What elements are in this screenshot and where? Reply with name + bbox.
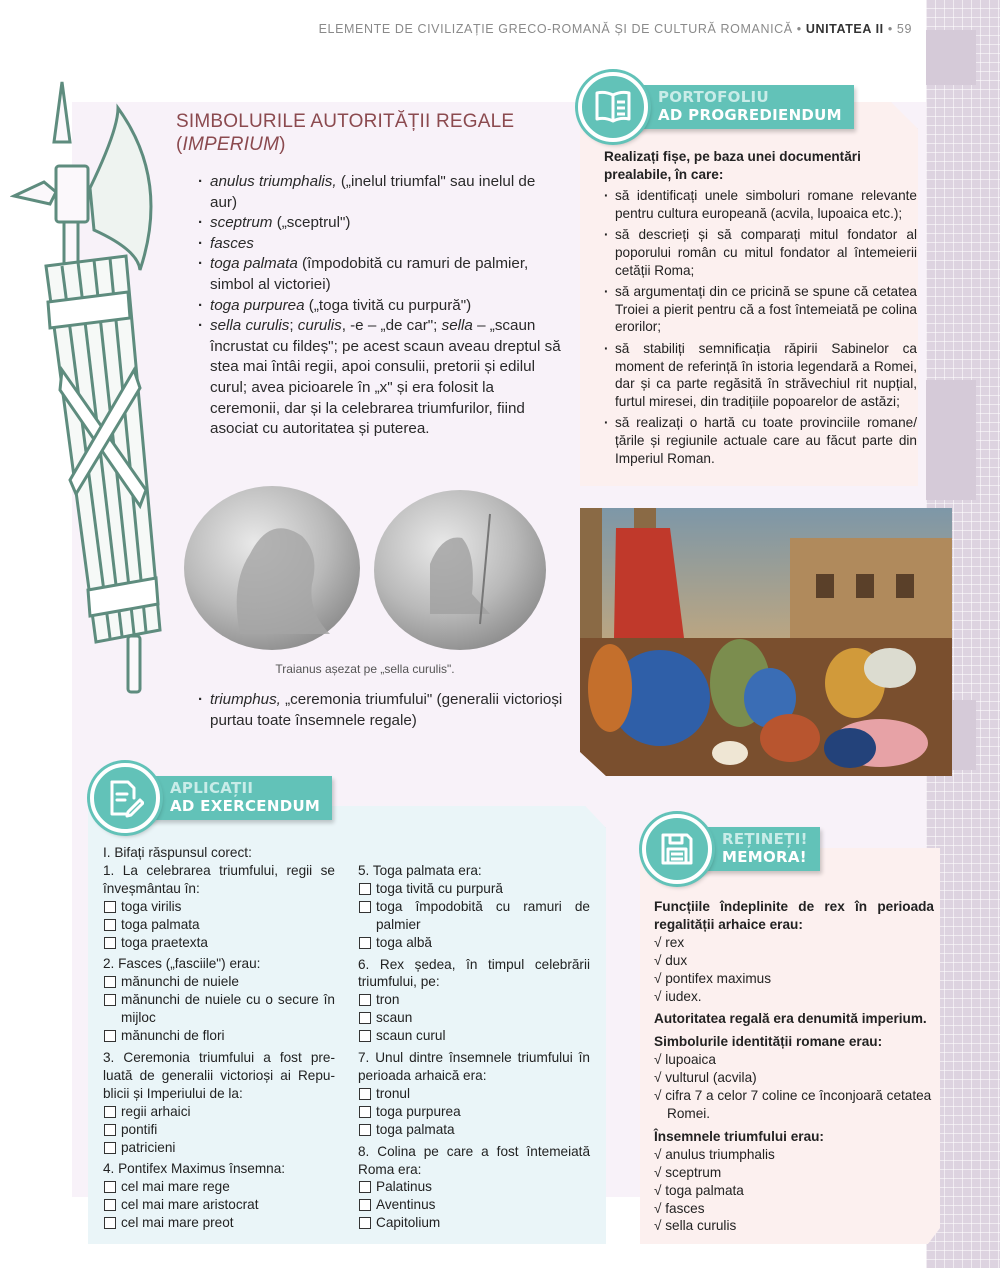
- badge-label-line2: AD PROGREDIENDUM: [658, 106, 842, 124]
- unit-label: UNITATEA II: [805, 22, 884, 36]
- term: triumphus,: [210, 691, 281, 708]
- check-icon: √: [654, 1088, 662, 1104]
- answer-option[interactable]: [103, 1196, 335, 1214]
- group-heading: Însemnele triumfului erau:: [654, 1128, 824, 1144]
- badge-label-line2: AD EXERCENDUM: [170, 797, 321, 815]
- answer-option[interactable]: [103, 934, 335, 952]
- item-text: vulturul (acvila): [665, 1070, 757, 1086]
- check-icon: √: [654, 1200, 662, 1216]
- question-4: [103, 1160, 335, 1232]
- badge-label: [146, 776, 332, 820]
- term: sceptrum: [210, 214, 273, 232]
- question-text: 6. Rex ședea, în timpul celebrării triumfului, pe:: [358, 956, 590, 990]
- term: sella: [441, 317, 473, 335]
- option-label: cel mai mare rege: [121, 1179, 230, 1195]
- answer-option[interactable]: [103, 1214, 335, 1232]
- option-label: toga palmata: [376, 1121, 455, 1137]
- running-title: ELEMENTE DE CIVILIZAȚIE GRECO-ROMANĂ ȘI DE CULTURĂ ROMANICĂ: [318, 22, 793, 36]
- checkbox[interactable]: [359, 1181, 371, 1193]
- question-7: [358, 1049, 590, 1139]
- question-text: 4. Pontifex Maximus însemna:: [103, 1161, 286, 1177]
- separator: •: [796, 22, 802, 36]
- check-item: [654, 988, 934, 1006]
- open-book-icon: [578, 72, 648, 142]
- answer-option[interactable]: [103, 1103, 335, 1121]
- item-text: toga palmata: [665, 1182, 744, 1198]
- option-label: toga praetexta: [121, 934, 208, 950]
- item-text: anulus triumphalis: [665, 1146, 775, 1162]
- term: toga palmata: [210, 255, 298, 273]
- portofoliu-badge: [578, 72, 854, 142]
- check-icon: √: [654, 934, 662, 950]
- checkbox[interactable]: [359, 1124, 371, 1136]
- definition: („inelul triumfal" sau inelul de aur): [210, 173, 536, 211]
- question-8: [358, 1143, 590, 1233]
- checkbox[interactable]: [359, 1106, 371, 1118]
- definition: ;: [289, 317, 298, 335]
- badge-label: [634, 85, 854, 129]
- symbols-list: [198, 172, 563, 440]
- question-5: [358, 862, 590, 952]
- check-item: [654, 1069, 934, 1087]
- group-heading: Autoritatea regală era denumită imperium.: [654, 1011, 927, 1027]
- list-item: [198, 234, 563, 255]
- option-label: toga purpurea: [376, 1103, 461, 1119]
- definition: , -e – „de car";: [341, 317, 442, 335]
- question-text: 7. Unul dintre însemnele triumfului în perioada arhaică era:: [358, 1050, 590, 1083]
- term: sella curulis: [210, 317, 290, 335]
- triumphus-list: [198, 690, 563, 731]
- checkbox[interactable]: [104, 1181, 116, 1193]
- title-line: SIMBOLURILE AUTORITĂȚII REGALE: [176, 111, 515, 132]
- checkbox[interactable]: [104, 1124, 116, 1136]
- answer-option[interactable]: [358, 1009, 590, 1027]
- question-1: [103, 862, 335, 952]
- list-item: · să identificați unele simboluri romane relevante pentru cultura europeană (acvila, lupoaica etc.);: [604, 187, 917, 222]
- option-label: toga împodobită cu ramuri de palmier: [376, 898, 590, 932]
- answer-option[interactable]: [358, 991, 590, 1009]
- checkbox[interactable]: [359, 1199, 371, 1211]
- check-icon: √: [654, 1164, 662, 1180]
- answer-option[interactable]: [358, 880, 590, 898]
- option-label: scaun: [376, 1010, 413, 1026]
- check-icon: √: [654, 1146, 662, 1162]
- option-label: cel mai mare preot: [121, 1215, 234, 1231]
- coin-reverse: [374, 490, 546, 650]
- checkbox[interactable]: [104, 901, 116, 913]
- item-text: dux: [665, 952, 688, 968]
- painting-image: [580, 508, 952, 776]
- retineti-content: [654, 898, 934, 1235]
- quiz-instruction: I. Bifați răspunsul corect:: [103, 845, 252, 860]
- checkbox[interactable]: [104, 937, 116, 949]
- question-2: [103, 955, 335, 1045]
- item-text: sella curulis: [665, 1218, 737, 1234]
- checkbox[interactable]: [359, 937, 371, 949]
- option-label: pontifi: [121, 1121, 158, 1137]
- option-label: Aventinus: [376, 1197, 436, 1213]
- option-label: toga tivită cu purpură: [376, 880, 503, 896]
- answer-option[interactable]: [358, 1196, 590, 1214]
- answer-option[interactable]: [358, 1178, 590, 1196]
- list-item: [198, 254, 563, 295]
- check-item: [654, 952, 934, 970]
- definition: („toga tivită cu purpură"): [304, 296, 472, 314]
- definition: „ceremonia triumfului" (generalii victorioși purtau toate însemnele regale): [210, 691, 563, 729]
- check-icon: √: [654, 1052, 662, 1068]
- separator: •: [887, 22, 893, 36]
- portofoliu-intro: Realizați fișe, pe baza unei documentări prealabile, în care:: [604, 149, 861, 182]
- quiz-column-left: [103, 844, 335, 1232]
- coin-obverse: [184, 486, 360, 650]
- answer-option[interactable]: [103, 1027, 335, 1045]
- term: curulis: [297, 317, 342, 335]
- question-6: [358, 956, 590, 1046]
- answer-option[interactable]: [358, 1027, 590, 1045]
- answer-option[interactable]: [358, 1121, 590, 1139]
- term: anulus triumphalis,: [210, 173, 337, 190]
- definition: („sceptrul"): [272, 214, 351, 232]
- quiz-column-right: [358, 862, 590, 1232]
- option-label: tronul: [376, 1085, 411, 1101]
- item-text: lupoaica: [665, 1052, 716, 1068]
- aplicatii-badge: [90, 763, 332, 833]
- question-text: 5. Toga palmata era:: [358, 863, 482, 878]
- option-label: toga albă: [376, 934, 432, 950]
- list-item: [198, 296, 563, 317]
- check-item: [654, 1051, 934, 1069]
- item-text: iudex.: [665, 988, 702, 1004]
- answer-option[interactable]: [103, 991, 335, 1027]
- badge-label-line1: APLICAȚII: [170, 779, 254, 797]
- checkbox[interactable]: [104, 1106, 116, 1118]
- item-text: rex: [665, 934, 685, 950]
- check-item: [654, 1217, 934, 1235]
- paren: ): [279, 134, 286, 155]
- option-label: regii arhaici: [121, 1103, 191, 1119]
- list-item: [198, 172, 563, 213]
- check-item: [654, 1182, 934, 1200]
- section-title: [176, 110, 514, 156]
- item-text: cifra 7 a celor 7 coline ce înconjoară cetatea Romei.: [665, 1088, 932, 1121]
- checkbox[interactable]: [104, 976, 116, 988]
- answer-option[interactable]: [358, 1103, 590, 1121]
- checkbox[interactable]: [104, 1030, 116, 1042]
- checkbox[interactable]: [359, 1088, 371, 1100]
- option-label: Palatinus: [376, 1179, 432, 1195]
- coin-caption: Traianus așezat pe „sella curulis".: [275, 662, 455, 676]
- title-line: [176, 133, 514, 156]
- answer-option[interactable]: [103, 916, 335, 934]
- option-label: mănunchi de nuiele cu o secure în mijloc: [121, 992, 335, 1026]
- checkbox[interactable]: [104, 1217, 116, 1229]
- option-label: cel mai mare aristocrat: [121, 1197, 259, 1213]
- option-label: scaun curul: [376, 1028, 446, 1044]
- portofoliu-content: [604, 148, 917, 471]
- list-item: [198, 213, 563, 234]
- list-item: · să realizați o hartă cu toate provinciile romane/țările și regiunile actuale care au făcut parte din Imperiul Roman.: [604, 414, 917, 467]
- checkbox[interactable]: [104, 994, 116, 1006]
- check-item: [654, 1146, 934, 1164]
- list-item: [198, 690, 563, 731]
- checkbox[interactable]: [104, 1199, 116, 1211]
- checkbox[interactable]: [104, 1142, 116, 1154]
- list-item: · să argumentați din ce pricină se spune că cetatea Troiei a pierit pentru că a fost întemeiată pe colina erorilor;: [604, 283, 917, 336]
- title-italic: IMPERIUM: [182, 134, 280, 155]
- option-label: Capitolium: [376, 1215, 441, 1231]
- badge-label-line1: PORTOFOLIU: [658, 88, 769, 106]
- list-item: · să stabiliți semnificația răpirii Sabinelor ca moment de referință în istoria legendară a Romei, dar și ca parte regăsită în străvechiul rit nupțial, furtul miresei, din tradițiile popoarelor de astăzi;: [604, 340, 917, 410]
- definition: – „scaun încrustat cu fildeș"; pe acest scaun aveau dreptul să stea mai întâi regii, apoi consulii, pretorii și edilul curul; avea picioarele în „x" și era folosit la ceremonii, dar și la celebrarea triumfurilor, fiind asociat cu autoritatea și puterea.: [210, 317, 561, 438]
- item-text: fasces: [665, 1200, 705, 1216]
- check-item: [654, 1164, 934, 1182]
- answer-option[interactable]: [103, 1178, 335, 1196]
- answer-option[interactable]: [103, 1139, 335, 1157]
- retineti-badge: [642, 814, 820, 884]
- check-icon: √: [654, 1070, 662, 1086]
- mosaic-band: [926, 30, 976, 85]
- mosaic-band: [926, 380, 976, 500]
- option-label: tron: [376, 992, 400, 1008]
- definition: (împodobită cu ramuri de palmier, simbol al victoriei): [210, 255, 529, 293]
- check-item: [654, 934, 934, 952]
- list-item: · să descrieți și să comparați mitul fondator al poporului român cu mitul fondator al întemeierii cetății Roma;: [604, 226, 917, 279]
- question-text: 8. Colina pe care a fost întemeiată Roma era:: [358, 1143, 590, 1177]
- option-label: mănunchi de flori: [121, 1028, 225, 1044]
- checkbox[interactable]: [359, 1217, 371, 1229]
- group-heading: Funcțiile îndeplinite de rex în perioada regalității arhaice erau:: [654, 899, 934, 932]
- answer-option[interactable]: [358, 1085, 590, 1103]
- fasces-illustration: [10, 70, 175, 700]
- document-pencil-icon: [90, 763, 160, 833]
- portofoliu-tasks: [604, 187, 917, 467]
- checkbox[interactable]: [359, 901, 371, 913]
- check-icon: √: [654, 988, 662, 1004]
- badge-label: [698, 827, 820, 871]
- answer-option[interactable]: [103, 973, 335, 991]
- group-heading: Simbolurile identității romane erau:: [654, 1034, 883, 1050]
- question-text: 3. Ceremonia triumfului a fost pre-luată de generalii victorioși ai Repu-blicii și Imperiului de la:: [103, 1049, 335, 1101]
- page-number: 59: [896, 22, 912, 36]
- paren: (: [176, 134, 183, 155]
- checkbox[interactable]: [104, 919, 116, 931]
- check-icon: √: [654, 1182, 662, 1198]
- check-item: [654, 970, 934, 988]
- checkbox[interactable]: [359, 1030, 371, 1042]
- question-text: 2. Fasces („fasciile") erau:: [103, 956, 261, 972]
- term: toga purpurea: [210, 296, 305, 314]
- answer-option[interactable]: [358, 934, 590, 952]
- floppy-disk-icon: [642, 814, 712, 884]
- item-text: sceptrum: [665, 1164, 722, 1180]
- option-label: patricieni: [121, 1139, 176, 1155]
- badge-label-line2: MEMORA!: [722, 848, 807, 866]
- answer-option[interactable]: [358, 898, 590, 934]
- option-label: toga palmata: [121, 916, 200, 932]
- check-icon: √: [654, 970, 662, 986]
- check-icon: √: [654, 1218, 662, 1234]
- list-item: [198, 316, 563, 440]
- running-header: [319, 22, 912, 36]
- question-text: 1. La celebrarea triumfului, regii se înveșmântau în:: [103, 862, 335, 896]
- answer-option[interactable]: [103, 898, 335, 916]
- option-label: toga virilis: [121, 898, 182, 914]
- checkbox[interactable]: [359, 883, 371, 895]
- checkbox[interactable]: [359, 994, 371, 1006]
- option-label: mănunchi de nuiele: [121, 974, 239, 990]
- checkbox[interactable]: [359, 1012, 371, 1024]
- coin-image: [180, 484, 550, 654]
- badge-label-line1: REȚINEȚI!: [722, 830, 808, 848]
- term: fasces: [210, 234, 254, 252]
- item-text: pontifex maximus: [665, 970, 772, 986]
- check-item: [654, 1200, 934, 1218]
- answer-option[interactable]: [358, 1214, 590, 1232]
- question-3: [103, 1049, 335, 1156]
- check-item: [654, 1087, 934, 1123]
- answer-option[interactable]: [103, 1121, 335, 1139]
- check-icon: √: [654, 952, 662, 968]
